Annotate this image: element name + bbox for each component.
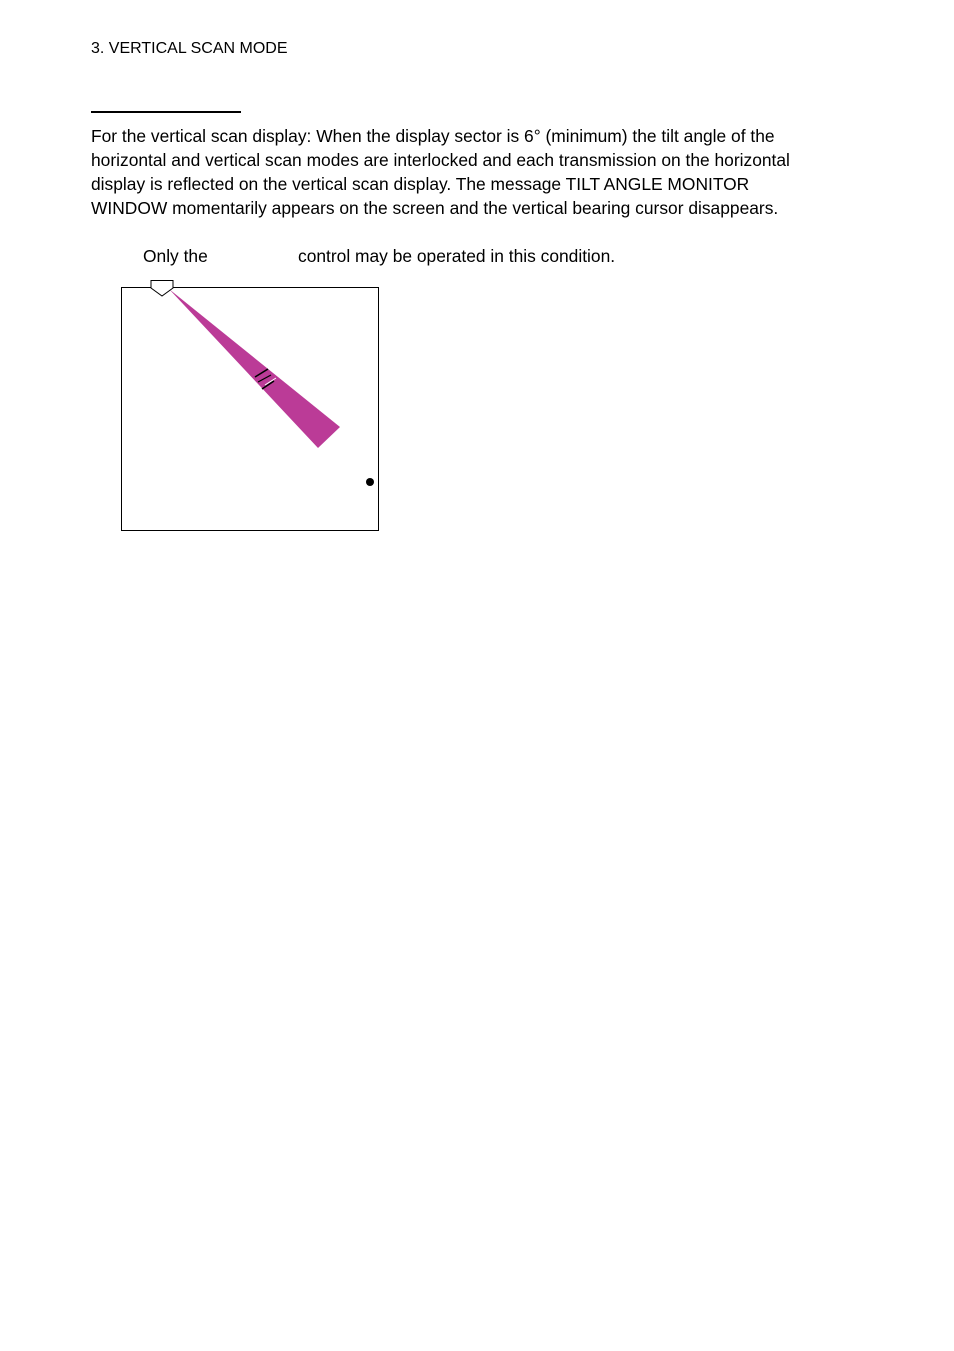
paragraph-line: WINDOW momentarily appears on the screen and the vertical bearing cursor disappears. — [91, 198, 779, 218]
display-frame — [122, 288, 379, 531]
running-header: 3. VERTICAL SCAN MODE — [91, 40, 288, 57]
target-dot-icon — [366, 478, 374, 486]
paragraph-line: horizontal and vertical scan modes are interlocked and each transmission on the horizontal — [91, 150, 790, 170]
note-text-prefix: Only the — [143, 246, 208, 266]
paragraph-line: display is reflected on the vertical scan display. The message TILT ANGLE MONITOR — [91, 174, 750, 194]
paragraph-line: For the vertical scan display: When the display sector is 6° (minimum) the tilt angle of the — [91, 126, 775, 146]
note-text-suffix: control may be operated in this condition. — [298, 246, 616, 266]
